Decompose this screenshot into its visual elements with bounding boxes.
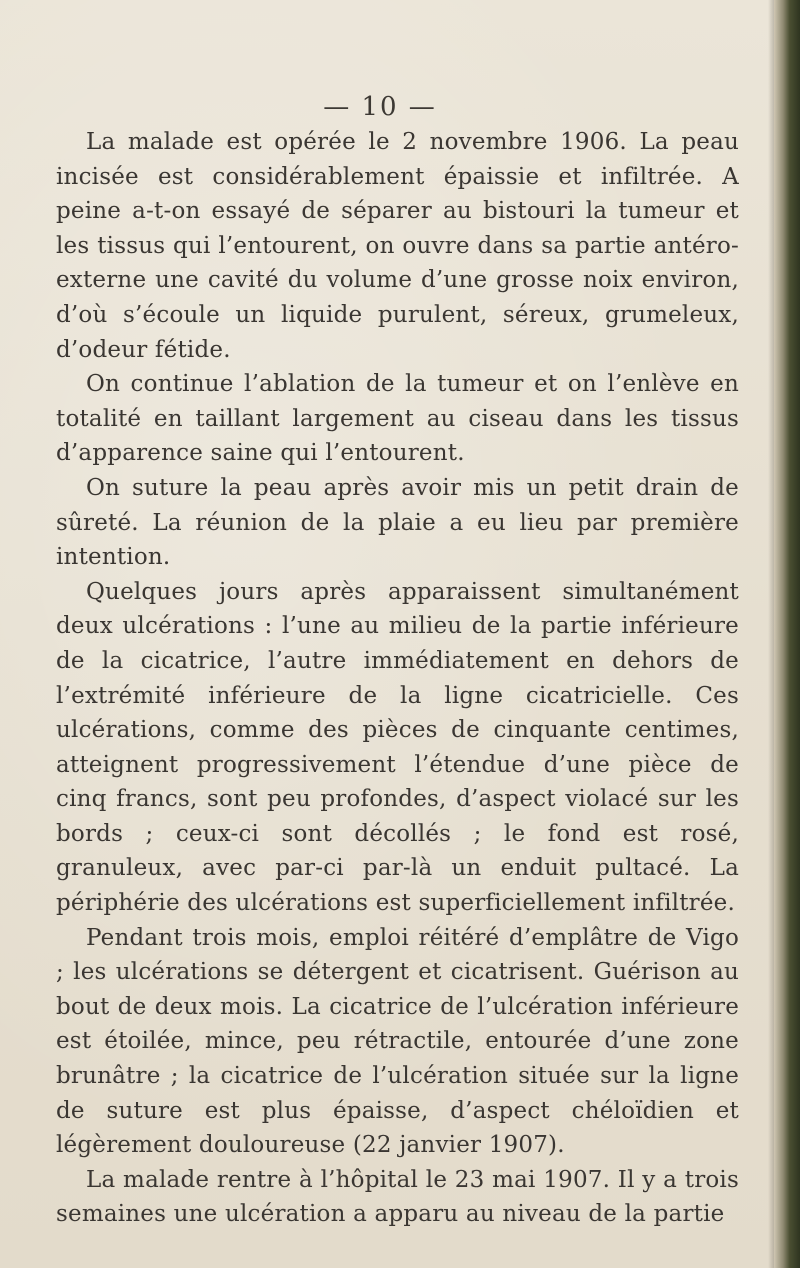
paragraph-operation: La malade est opérée le 2 novembre 1906. La peau incisée est considérablement épaissie et infiltrée. A peine a-t-on essayé de séparer au bistouri la tumeur et les tissus qui l’entourent, on ouvre dans sa partie antéro-externe une cavité du volume d’une grosse noix environ, d’où s’écoule un liquide purulent, séreux, grumeleux, d’odeur fétide.: [56, 129, 739, 363]
body-text: [56, 125, 739, 1232]
page-number: — 10 —: [323, 92, 437, 122]
book-spine: [774, 0, 800, 1268]
paragraph-treatment: Pendant trois mois, emploi réitéré d’emplâtre de Vigo ; les ulcérations se détergent et cicatrisent. Guérison au bout de deux mois. La cicatrice de l’ulcération inférieure est étoilée, mince, peu rétractile, entourée d’une zone brunâtre ; la cicatrice de l’ulcération située sur la ligne de suture est plus épaisse, d’aspect chéloïdien et légèrement douloureuse (22 janvier 1907).: [56, 924, 739, 1159]
spine-shadow: [768, 0, 774, 1268]
paragraph-ablation: On continue l’ablation de la tumeur et on l’enlève en totalité en taillant largement au ciseau dans les tissus d’apparence saine qui l’entourent.: [56, 371, 739, 467]
paragraph-ulcerations: Quelques jours après apparaissent simultanément deux ulcérations : l’une au milieu de la partie inférieure de la cicatrice, l’autre immédiatement en dehors de l’extrémité inférieure de la ligne cicatricielle. Ces ulcérations, comme des pièces de cinquante centimes, atteignent progressivement l’étendue d’une pièce de cinq francs, sont peu profondes, d’aspect violacé sur les bords ; ceux-ci sont décollés ; le fond est rosé, granuleux, avec par-ci par-là un enduit pultacé. La périphérie des ulcérations est superficiellement infiltrée.: [56, 578, 739, 917]
paragraph-suture: On suture la peau après avoir mis un petit drain de sûreté. La réunion de la plaie a eu lieu par première intention.: [56, 474, 739, 571]
paragraph-readmission: La malade rentre à l’hôpital le 23 mai 1907. Il y a trois semaines une ulcération a apparu au niveau de la partie: [56, 1166, 739, 1228]
